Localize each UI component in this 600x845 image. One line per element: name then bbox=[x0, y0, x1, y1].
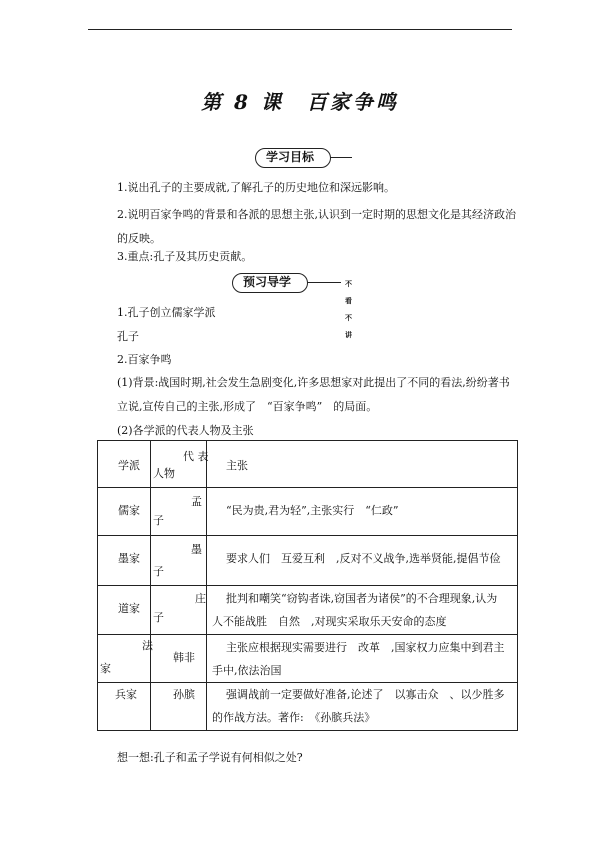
banner-tail bbox=[330, 157, 352, 158]
objective-1: 1.说出孔子的主要成就,了解孔子的历史地位和深远影响。 bbox=[117, 181, 395, 194]
cell-person: 孙膑 bbox=[151, 683, 207, 731]
cell-claim: 主张应根据现实需要进行 改革 ,国家权力应集中到君主 手中,依法治国 bbox=[207, 635, 518, 683]
header-school: 学派 bbox=[98, 441, 151, 488]
header-person: 代 表 人物 bbox=[151, 441, 207, 488]
banner-label: 学习目标 bbox=[266, 150, 315, 164]
table-header-row bbox=[98, 441, 518, 488]
table-row bbox=[98, 635, 518, 683]
lesson-title: 第 8 课 百家争鸣 bbox=[201, 90, 399, 114]
cell-school: 道家 bbox=[98, 586, 151, 635]
cell-person: 庄 子 bbox=[151, 586, 207, 635]
item1-title: 1.孔子创立儒家学派 bbox=[117, 306, 216, 319]
cell-school: 法 家 bbox=[98, 635, 151, 683]
cell-claim: 要求人们 互爱互利 ,反对不义战争,选举贤能,提倡节俭 bbox=[207, 536, 518, 586]
item2-table-title: (2)各学派的代表人物及主张 bbox=[117, 424, 254, 437]
header-claim: 主张 bbox=[207, 441, 518, 488]
table-row bbox=[98, 586, 518, 635]
think-question: 想一想:孔子和孟子学说有何相似之处? bbox=[117, 751, 303, 764]
header-rule bbox=[88, 29, 512, 30]
cell-person: 韩非 bbox=[151, 635, 207, 683]
section-banner-preview bbox=[232, 273, 354, 339]
item2-title: 2.百家争鸣 bbox=[117, 353, 172, 366]
table-row bbox=[98, 488, 518, 536]
schools-table bbox=[97, 440, 518, 731]
table-row bbox=[98, 536, 518, 586]
item2-background: (1)背景:战国时期,社会发生急剧变化,许多思想家对此提出了不同的看法,纷纷著书立说,宣传自己的主张,形成了 “百家争鸣” 的局面。 bbox=[117, 376, 510, 413]
cell-claim: 批判和嘲笑“窃钩者诛,窃国者为诸侯”的不合理现象,认为人不能战胜 自然 ,对现实采取乐天安命的态度 bbox=[207, 586, 518, 635]
objective-2: 2.说明百家争鸣的背景和各派的思想主张,认识到一定时期的思想文化是其经济政治的反映。 bbox=[117, 208, 516, 245]
cell-person: 孟 子 bbox=[151, 488, 207, 536]
table-row bbox=[98, 683, 518, 731]
cell-school: 儒家 bbox=[98, 488, 151, 536]
item1-answer: 孔子 bbox=[117, 330, 139, 343]
banner-label: 预习导学 bbox=[243, 275, 292, 289]
cell-claim: 强调战前一定要做好准备,论述了 以寡击众 、以少胜多的作战方法。著作: 《孙膑兵法》 bbox=[207, 683, 518, 731]
cell-person: 墨 子 bbox=[151, 536, 207, 586]
cell-school: 兵家 bbox=[98, 683, 151, 731]
cell-claim: “民为贵,君为轻”,主张实行 “仁政” bbox=[207, 488, 518, 536]
banner-tail bbox=[307, 282, 341, 283]
cell-school: 墨家 bbox=[98, 536, 151, 586]
banner-subtitle: 不看不讲 bbox=[345, 279, 354, 339]
objective-3: 3.重点:孔子及其历史贡献。 bbox=[117, 250, 253, 263]
section-banner-objectives bbox=[255, 148, 331, 168]
